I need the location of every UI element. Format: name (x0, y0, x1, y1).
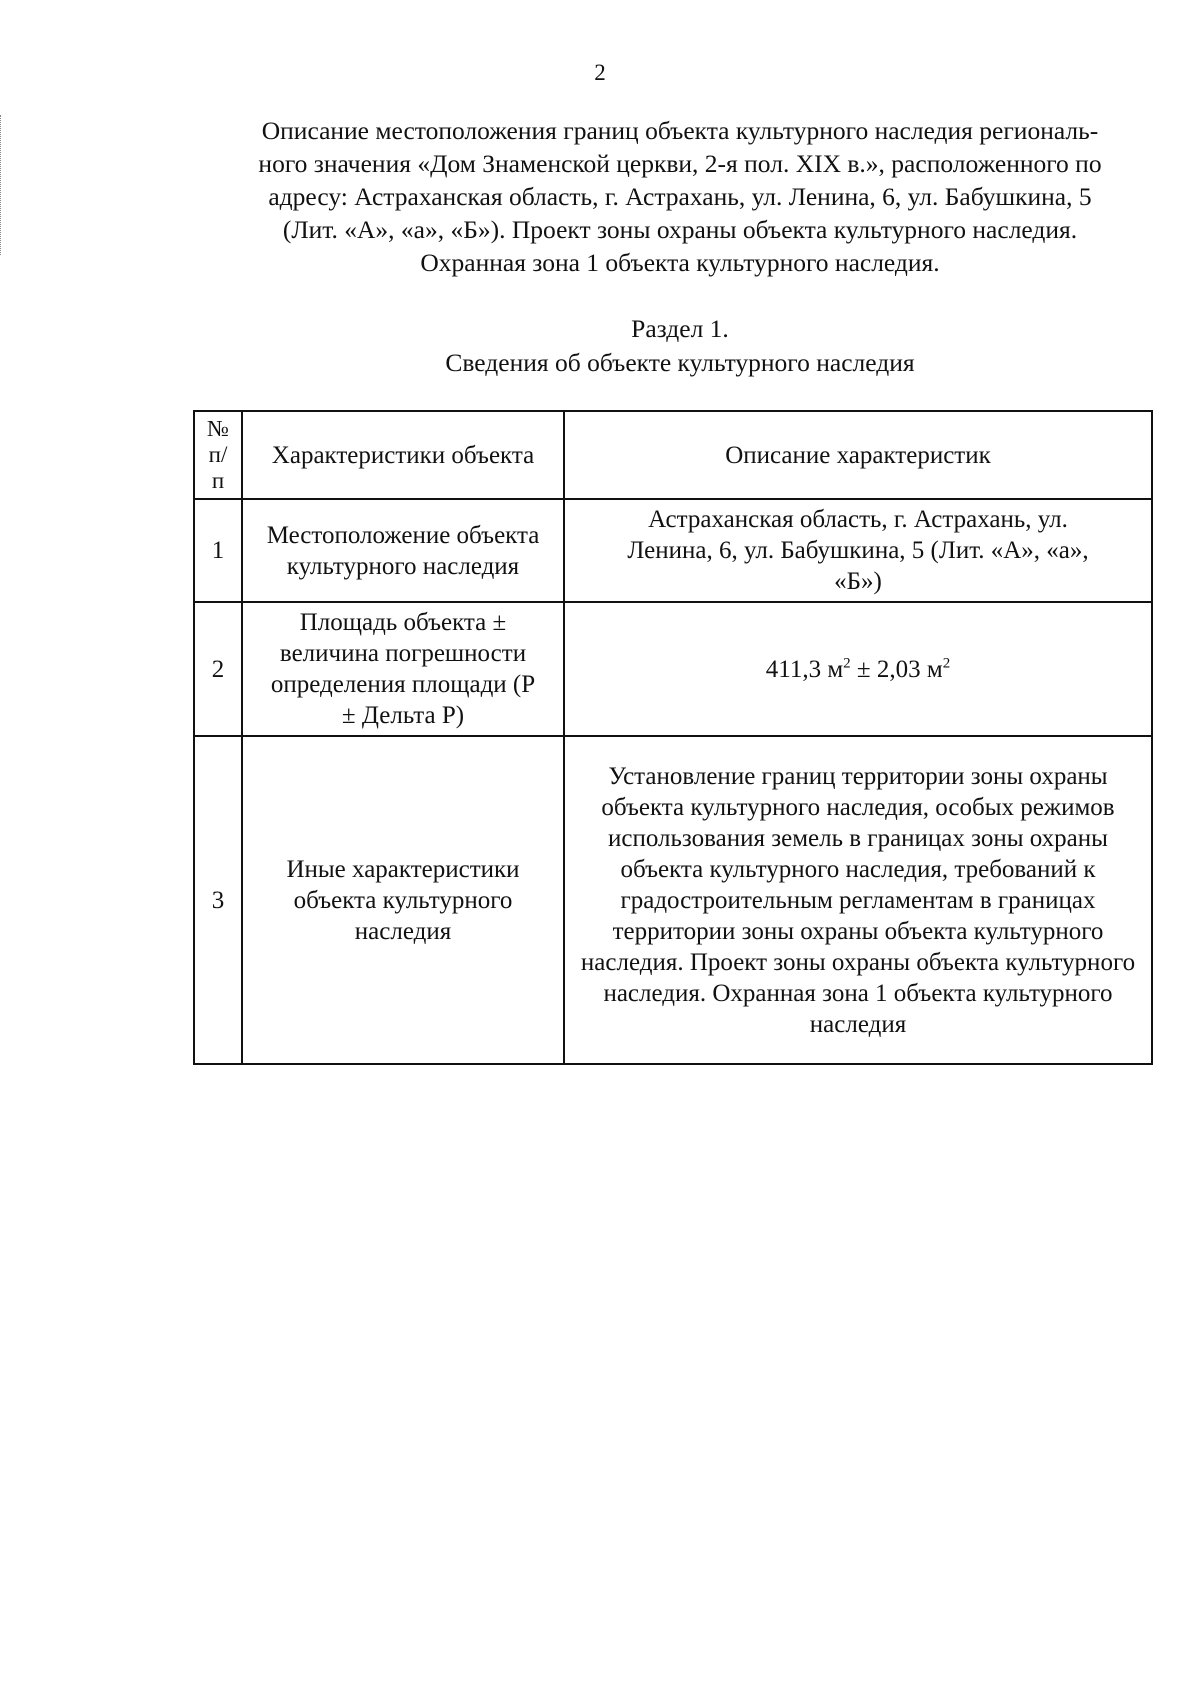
heading-line: (Лит. «А», «а», «Б»). Проект зоны охраны объекта культурного наследия. (282, 215, 1078, 244)
table-header-row (194, 411, 1152, 499)
section-heading (300, 312, 1060, 380)
heading-line: Описание местоположения границ объекта культурного наследия региональ- (261, 116, 1099, 145)
heading-line: Охранная зона 1 объекта культурного наследия. (420, 248, 940, 277)
row-description: Астраханская область, г. Астрахань, ул. Ленина, 6, ул. Бабушкина, 5 (Лит. «А», «а», «Б») (564, 499, 1152, 602)
table-row (194, 736, 1152, 1064)
object-info-table (193, 410, 1153, 1065)
area-exponent: 2 (843, 655, 851, 672)
page-number: 2 (594, 60, 606, 85)
header-characteristics: Характеристики объекта (242, 411, 564, 499)
row-number: 3 (194, 736, 242, 1064)
row-number: 1 (194, 499, 242, 602)
table-row (194, 602, 1152, 736)
heading-line: адресу: Астраханская область, г. Астрахань, ул. Ленина, 6, ул. Бабушкина, 5 (268, 182, 1092, 211)
section-number: Раздел 1. (631, 314, 729, 343)
row-number: 2 (194, 602, 242, 736)
table-row (194, 499, 1152, 602)
section-title: Сведения об объекте культурного наследия (445, 348, 915, 377)
row-characteristic: Площадь объекта ± величина погрешности определения площади (P ± Дельта P) (242, 602, 564, 736)
row-characteristic: Иные характеристики объекта культурного наследия (242, 736, 564, 1064)
area-error: ± 2,03 м (850, 655, 943, 683)
row-characteristic: Местоположение объекта культурного наследия (242, 499, 564, 602)
document-heading (200, 114, 1160, 279)
header-description: Описание характеристик (564, 411, 1152, 499)
row-description-area (564, 602, 1152, 736)
scan-margin-marks (0, 115, 3, 255)
heading-line: ного значения «Дом Знаменской церкви, 2-я пол. XIX в.», расположенного по (258, 149, 1102, 178)
area-value: 411,3 м (765, 655, 844, 683)
header-number: № п/п (194, 411, 242, 499)
area-error-exponent: 2 (942, 655, 951, 672)
row-description: Установление границ территории зоны охраны объекта культурного наследия, особых режимов использования земель в границах зоны охраны объекта культурного наследия, требований к градостроительным регламентам в границах территории зоны охраны объекта культурного наследия. Проект зоны охраны объекта культурного наследия. Охранная зона 1 объекта культурного наследия (564, 736, 1152, 1064)
